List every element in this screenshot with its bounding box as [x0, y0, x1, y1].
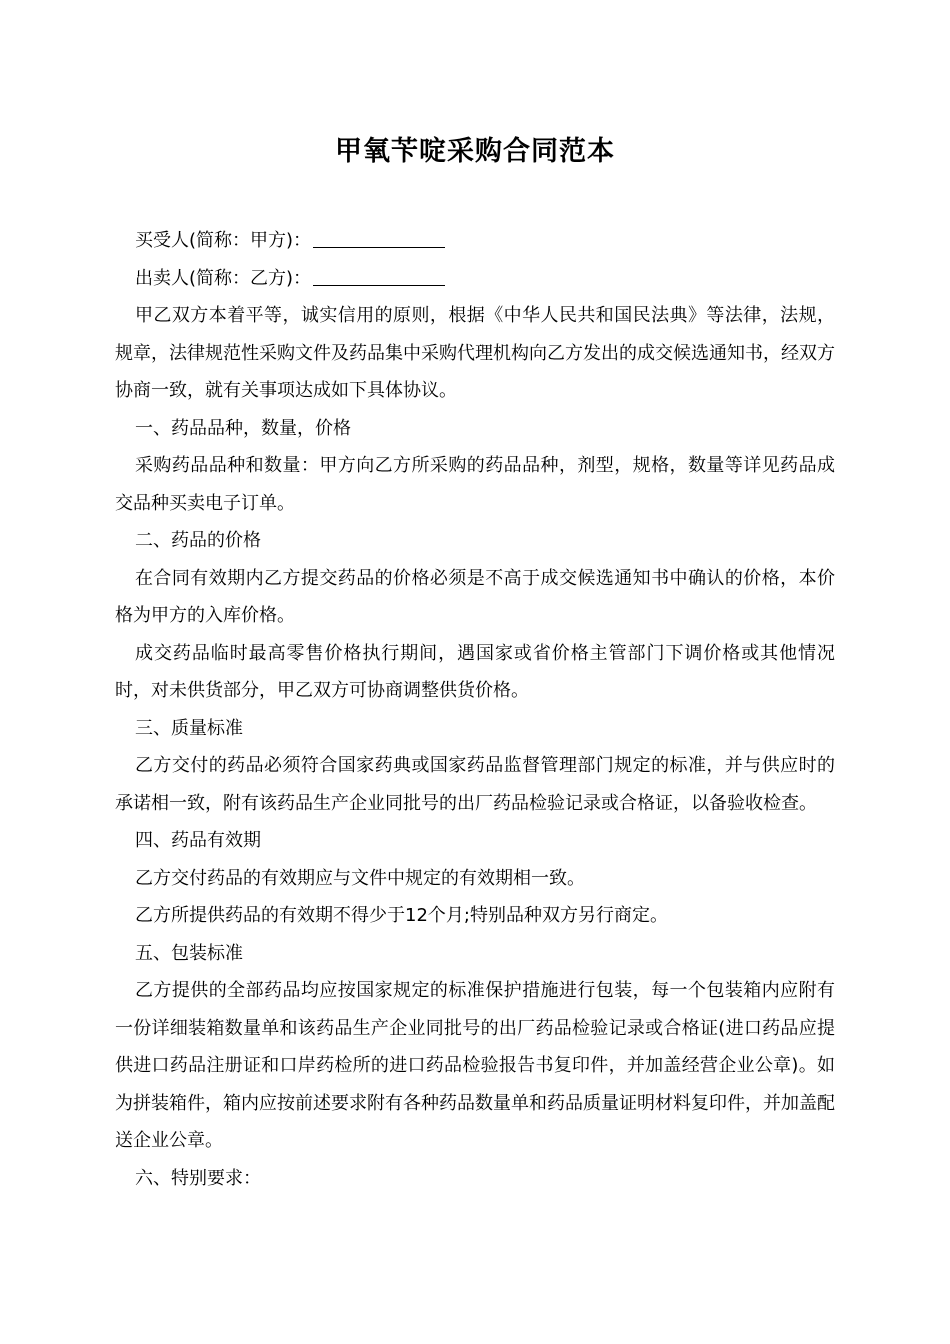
seller-label: 出卖人(简称：乙方)：: [135, 267, 312, 289]
section-4-paragraph-2: 乙方所提供药品的有效期不得少于12个月;特别品种双方另行商定。: [135, 905, 668, 926]
section-5-heading: 五、包装标准: [135, 942, 243, 964]
section-1-paragraph: 采购药品品种和数量：甲方向乙方所采购的药品品种，剂型，规格，数量等详见药品成交品种买卖电子订单。: [115, 455, 835, 514]
section-2-paragraph-1: 在合同有效期内乙方提交药品的价格必须是不高于成交候选通知书中确认的价格，本价格为甲方的入库价格。: [115, 567, 835, 626]
section-4-paragraph-1: 乙方交付药品的有效期应与文件中规定的有效期相一致。: [135, 867, 585, 889]
section-3-paragraph: 乙方交付的药品必须符合国家药典或国家药品监督管理部门规定的标准，并与供应时的承诺相一致，附有该药品生产企业同批号的出厂药品检验记录或合格证，以备验收检查。: [115, 755, 835, 814]
section-5-paragraph: 乙方提供的全部药品均应按国家规定的标准保护措施进行包装，每一个包装箱内应附有一份详细装箱数量单和该药品生产企业同批号的出厂药品检验记录或合格证(进口药品应提供进口药品注册证和口岸药检所的进口药品检验报告书复印件，并加盖经营企业公章)。如为拼装箱件，箱内应按前述要求附有各种药品数量单和药品质量证明材料复印件，并加盖配送企业公章。: [115, 980, 835, 1151]
section-6-heading: 六、特别要求：: [135, 1167, 261, 1189]
document-title: 甲氧苄啶采购合同范本: [335, 136, 615, 167]
buyer-blank: [313, 225, 445, 248]
seller-line: [115, 260, 835, 298]
section-3-heading: 三、质量标准: [135, 717, 243, 739]
intro-paragraph: 甲乙双方本着平等，诚实信用的原则，根据《中华人民共和国民法典》等法律，法规，规章，法律规范性采购文件及药品集中采购代理机构向乙方发出的成交候选通知书，经双方协商一致，就有关事项达成如下具体协议。: [115, 305, 835, 401]
section-2-heading: 二、药品的价格: [135, 530, 261, 551]
document-body: [115, 222, 835, 1197]
section-4-heading: 四、药品有效期: [135, 830, 261, 851]
buyer-line: [115, 222, 835, 260]
section-1-heading: 一、药品品种，数量，价格: [135, 417, 351, 439]
section-2-paragraph-2: 成交药品临时最高零售价格执行期间，遇国家或省价格主管部门下调价格或其他情况时，对未供货部分，甲乙双方可协商调整供货价格。: [115, 642, 835, 701]
seller-blank: [313, 263, 445, 286]
buyer-label: 买受人(简称：甲方)：: [135, 230, 312, 251]
